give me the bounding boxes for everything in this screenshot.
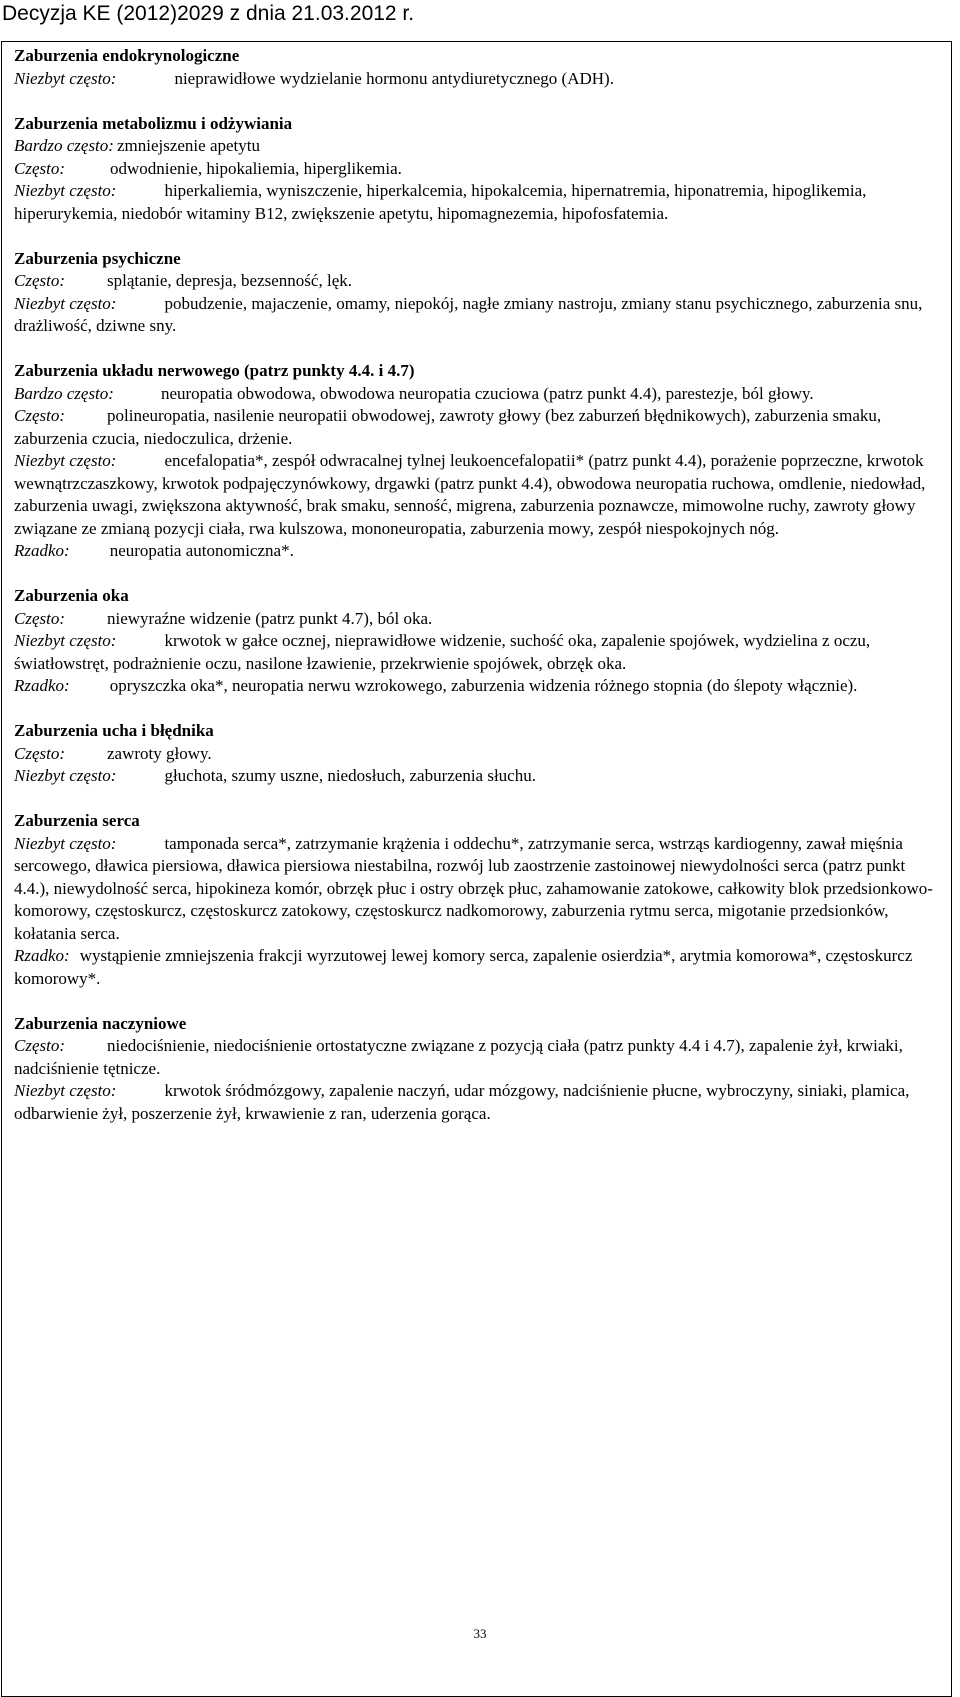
adverse-reaction-text: krwotok śródmózgowy, zapalenie naczyń, udar mózgowy, nadciśnienie płucne, wybroczyny, siniaki, plamica, odbarwienie żył, poszerzenie żył, krwawienie z ran, uderzenia gorąca. — [14, 1081, 910, 1123]
adverse-reaction-text: neuropatia obwodowa, obwodowa neuropatia czuciowa (patrz punkt 4.4), parestezje, ból głowy. — [160, 383, 814, 403]
frequency-entry — [14, 1035, 941, 1080]
adverse-reaction-text: odwodnienie, hipokaliemia, hiperglikemia. — [110, 158, 402, 178]
adverse-reaction-text: pobudzenie, majaczenie, omamy, niepokój, nagłe zmiany nastroju, zmiany stanu psychicznego, zaburzenia snu, drażliwość, dziwne sny. — [14, 293, 923, 335]
frequency-entry — [14, 135, 941, 158]
section-zaburzenia-ucha-i — [14, 720, 941, 788]
section-title: Zaburzenia psychiczne — [14, 248, 181, 268]
section-zaburzenia-serca — [14, 810, 941, 990]
frequency-entry — [14, 540, 941, 563]
frequency-label: Niezbyt często: — [14, 766, 117, 785]
frequency-label: Niezbyt często: — [14, 68, 117, 88]
frequency-entry — [14, 450, 941, 540]
section-title: Zaburzenia ucha i błędnika — [14, 721, 214, 740]
adverse-reaction-text: niewyraźne widzenie (patrz punkt 4.7), ból oka. — [107, 608, 433, 628]
section-zaburzenia-naczyniowe — [14, 1013, 941, 1126]
frequency-label: Niezbyt często: — [14, 181, 117, 200]
frequency-label: Często: — [14, 271, 65, 290]
adverse-reaction-text: zmniejszenie apetytu — [116, 136, 260, 155]
section-title: Zaburzenia metabolizmu i odżywiania — [14, 113, 293, 133]
frequency-label: Często: — [14, 743, 65, 763]
section-zaburzenia-metabolizmu-i — [14, 113, 941, 226]
frequency-label: Bardzo często: — [14, 136, 114, 155]
frequency-entry — [14, 68, 941, 91]
adverse-reaction-text: splątanie, depresja, bezsenność, lęk. — [107, 271, 352, 290]
frequency-entry — [14, 270, 941, 293]
frequency-entry — [14, 405, 941, 450]
frequency-label: Często: — [14, 406, 65, 425]
frequency-entry — [14, 675, 941, 698]
section-title: Zaburzenia endokrynologiczne — [14, 46, 240, 65]
adverse-reaction-text: głuchota, szumy uszne, niedosłuch, zaburzenia słuchu. — [164, 766, 536, 785]
frequency-entry — [14, 945, 941, 990]
adverse-reaction-text: opryszczka oka*, neuropatia nerwu wzrokowego, zaburzenia widzenia różnego stopnia (do ślepoty włącznie). — [109, 676, 858, 695]
adverse-reaction-text: encefalopatia*, zespół odwracalnej tylnej leukoencefalopatii* (patrz punkt 4.4), porażenie poprzeczne, krwotok wewnątrzczaszkowy, krwotok podpajęczynówkowy, drgawki (patrz punkt 4.4), obwodowa neuropatia ruchowa, omdlenie, niedowład, zaburzenia uwagi, zwiększona aktywność, brak smaku, senność, migrena, zaburzenia poznawcze, mimowolne ruchy, zawroty głowy związane ze zmianą pozycji ciała, rwa kulszowa, mononeuropatia, zaburzenia mowy, zespół niespokojnych nóg. — [14, 451, 926, 538]
section-title: Zaburzenia serca — [14, 811, 140, 830]
frequency-entry — [14, 158, 941, 181]
frequency-label: Niezbyt często: — [14, 293, 117, 313]
adverse-reaction-text: neuropatia autonomiczna*. — [109, 541, 294, 560]
frequency-label: Często: — [14, 158, 65, 178]
frequency-label: Niezbyt często: — [14, 631, 117, 650]
frequency-label: Często: — [14, 1036, 65, 1055]
adverse-reaction-text: tamponada serca*, zatrzymanie krążenia i oddechu*, zatrzymanie serca, wstrząs kardiogenny, zawał mięśnia sercowego, dławica piersiowa, dławica piersiowa niestabilna, rozwój lub zaostrzenie zastoinowej niewydolności serca (patrz punkt 4.4.), niewydolność serca, hipokineza komór, obrzęk płuc i ostry obrzęk płuc, zahamowanie zatokowe, całkowity blok przedsionkowo-komorowy, częstoskurcz, częstoskurcz zatokowy, częstoskurcz nadkomorowy, zaburzenia rytmu serca, migotanie przedsionków, kołatania serca. — [14, 833, 933, 943]
adverse-reaction-text: niedociśnienie, niedociśnienie ortostatyczne związane z pozycją ciała (patrz punkty 4.4 i 4.7), zapalenie żył, krwiaki, nadciśnienie tętnicze. — [14, 1036, 903, 1078]
page-number: 33 — [473, 1626, 487, 1641]
adverse-reaction-text: polineuropatia, nasilenie neuropatii obwodowej, zawroty głowy (bez zaburzeń błędnikowych), zaburzenia smaku, zaburzenia czucia, niedoczulica, drżenie. — [14, 406, 882, 448]
frequency-label: Rzadko: — [14, 946, 70, 965]
section-zaburzenia-endokrynologiczne — [14, 45, 941, 90]
frequency-entry — [14, 293, 941, 338]
frequency-label: Często: — [14, 608, 65, 628]
frequency-entry — [14, 833, 941, 946]
frequency-label: Niezbyt często: — [14, 1081, 117, 1100]
section-title: Zaburzenia układu nerwowego (patrz punkty 4.4. i 4.7) — [14, 361, 415, 380]
frequency-label: Rzadko: — [14, 676, 70, 695]
frequency-entry — [14, 743, 941, 766]
adverse-reaction-text: hiperkaliemia, wyniszczenie, hiperkalcemia, hipokalcemia, hipernatremia, hiponatremia, hipoglikemia, hiperurykemia, niedobór witaminy B12, zwiększenie apetytu, hipomagnezemia, hipofosfatemia. — [14, 181, 867, 223]
adverse-reactions-box — [1, 41, 952, 1697]
frequency-entry — [14, 630, 941, 675]
frequency-entry — [14, 180, 941, 225]
section-zaburzenia-oka — [14, 585, 941, 698]
adverse-reaction-text: zawroty głowy. — [107, 743, 212, 763]
frequency-label: Niezbyt często: — [14, 833, 117, 853]
frequency-label: Rzadko: — [14, 541, 70, 560]
sections-container — [2, 42, 951, 1125]
section-title: Zaburzenia oka — [14, 586, 129, 605]
frequency-label: Niezbyt często: — [14, 451, 117, 470]
section-zaburzenia-psychiczne — [14, 248, 941, 338]
adverse-reaction-text: wystąpienie zmniejszenia frakcji wyrzutowej lewej komory serca, zapalenie osierdzia*, arytmia komorowa*, częstoskurcz komorowy*. — [14, 946, 913, 988]
frequency-entry — [14, 765, 941, 788]
section-title: Zaburzenia naczyniowe — [14, 1013, 187, 1033]
frequency-entry — [14, 1080, 941, 1125]
document-title: Decyzja KE (2012)2029 z dnia 21.03.2012 r. — [2, 2, 415, 25]
frequency-entry — [14, 608, 941, 631]
frequency-entry — [14, 383, 941, 406]
adverse-reaction-text: krwotok w gałce ocznej, nieprawidłowe widzenie, suchość oka, zapalenie spojówek, wydzielina z oczu, światłowstręt, podrażnienie oczu, nasilone łzawienie, przekrwienie spojówek, obrzęk oka. — [14, 631, 871, 673]
frequency-label: Bardzo często: — [14, 383, 114, 403]
section-zaburzenia-ukladu-nerwowego — [14, 360, 941, 563]
adverse-reaction-text: nieprawidłowe wydzielanie hormonu antydiuretycznego (ADH). — [174, 68, 614, 88]
